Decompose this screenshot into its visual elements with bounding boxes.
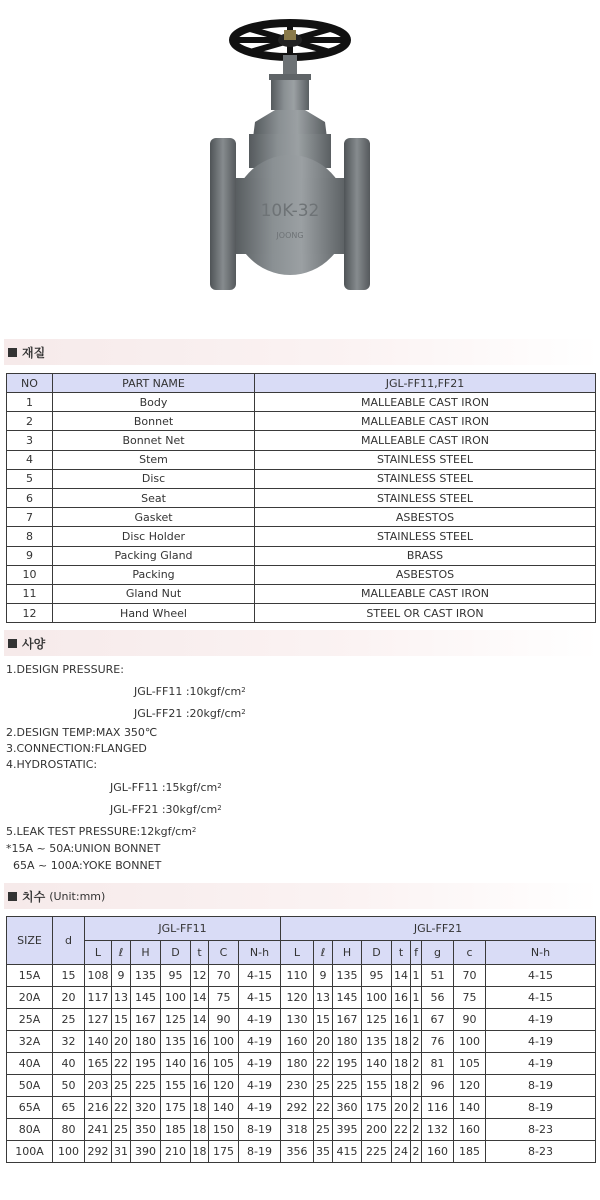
row-material: STAINLESS STEEL [255, 488, 596, 507]
table-row [7, 1031, 596, 1053]
spec-hydrostatic: 4.HYDROSTATIC: [6, 758, 98, 771]
table-cell: 120 [454, 1075, 486, 1097]
table-cell: 225 [131, 1075, 161, 1097]
col-header-size: SIZE [7, 917, 53, 965]
table-cell: 14 [191, 1009, 209, 1031]
table-cell: 32 [53, 1031, 85, 1053]
row-no: 5 [7, 469, 53, 488]
table-row [7, 488, 596, 507]
table-cell: 50A [7, 1075, 53, 1097]
table-cell: 100 [454, 1031, 486, 1053]
table-cell: 4-15 [239, 987, 281, 1009]
table-cell: 96 [422, 1075, 454, 1097]
table-cell: 292 [85, 1141, 112, 1163]
table-cell: 70 [209, 965, 239, 987]
table-cell: 390 [131, 1141, 161, 1163]
table-row [7, 412, 596, 431]
table-cell: 16 [392, 1009, 411, 1031]
spec-hs-ff21: JGL-FF21 $:30kgf/cm^2$ [110, 803, 222, 816]
table-cell: 51 [422, 965, 454, 987]
dimensions-section-header [4, 883, 600, 909]
table-cell: 130 [281, 1009, 314, 1031]
table-cell: 125 [362, 1009, 392, 1031]
table-cell: 4-19 [486, 1009, 596, 1031]
table-row [7, 527, 596, 546]
table-cell: 70 [454, 965, 486, 987]
row-part-name: Disc Holder [53, 527, 255, 546]
table-cell: 25 [112, 1119, 131, 1141]
table-cell: 140 [362, 1053, 392, 1075]
table-cell: 18 [191, 1097, 209, 1119]
table-cell: 4-19 [239, 1075, 281, 1097]
table-cell: 25 [314, 1119, 333, 1141]
table-cell: 4-19 [486, 1031, 596, 1053]
row-part-name: Bonnet [53, 412, 255, 431]
table-cell: 160 [422, 1141, 454, 1163]
table-cell: 356 [281, 1141, 314, 1163]
row-material: STAINLESS STEEL [255, 469, 596, 488]
table-cell: 116 [422, 1097, 454, 1119]
table-cell: 4-19 [239, 1053, 281, 1075]
table-row [7, 1119, 596, 1141]
table-cell: 90 [209, 1009, 239, 1031]
table-cell: 155 [362, 1075, 392, 1097]
table-cell: 292 [281, 1097, 314, 1119]
table-cell: 8-19 [486, 1097, 596, 1119]
table-cell: 140 [454, 1097, 486, 1119]
table-row [7, 1075, 596, 1097]
table-cell: 225 [362, 1141, 392, 1163]
table-cell: 40 [53, 1053, 85, 1075]
table-cell: 320 [131, 1097, 161, 1119]
table-cell: 24 [392, 1141, 411, 1163]
spec-dp-ff21: JGL-FF21 $:20kgf/cm^2$ [134, 707, 246, 720]
table-cell: 18 [392, 1075, 411, 1097]
table-cell: 105 [454, 1053, 486, 1075]
table-cell: 2 [411, 1053, 422, 1075]
col-header-ff11-sub: t [191, 941, 209, 965]
row-part-name: Body [53, 393, 255, 412]
table-cell: 95 [161, 965, 191, 987]
specification-section-header [4, 630, 600, 656]
table-cell: 210 [161, 1141, 191, 1163]
table-cell: 175 [209, 1141, 239, 1163]
col-header-ff21-sub: c [454, 941, 486, 965]
table-cell: 14 [392, 965, 411, 987]
table-row [7, 450, 596, 469]
table-cell: 100 [362, 987, 392, 1009]
table-cell: 140 [161, 1053, 191, 1075]
table-cell: 35 [314, 1141, 333, 1163]
table-cell: 195 [333, 1053, 362, 1075]
group-header-ff21: JGL-FF21 [281, 917, 596, 941]
table-row [7, 546, 596, 565]
table-cell: 167 [131, 1009, 161, 1031]
table-cell: 100 [161, 987, 191, 1009]
col-header-ff21-sub: D [362, 941, 392, 965]
table-cell: 14 [191, 987, 209, 1009]
table-cell: 4-19 [239, 1097, 281, 1119]
table-cell: 350 [131, 1119, 161, 1141]
table-cell: 8-23 [486, 1141, 596, 1163]
table-cell: 117 [85, 987, 112, 1009]
col-header-ff11-sub: ℓ [112, 941, 131, 965]
spec-connection: 3.CONNECTION:FLANGED [6, 742, 147, 755]
table-row [7, 987, 596, 1009]
col-header-part-name: PART NAME [53, 374, 255, 393]
bullet-square-icon [8, 348, 17, 357]
table-cell: 155 [161, 1075, 191, 1097]
table-cell: 1 [411, 965, 422, 987]
table-cell: 4-19 [486, 1053, 596, 1075]
table-cell: 25 [112, 1075, 131, 1097]
table-cell: 140 [209, 1097, 239, 1119]
valve-product-image [205, 10, 395, 300]
table-cell: 18 [392, 1031, 411, 1053]
table-cell: 185 [161, 1119, 191, 1141]
table-cell: 4-15 [486, 987, 596, 1009]
table-cell: 4-19 [239, 1031, 281, 1053]
table-cell: 13 [112, 987, 131, 1009]
materials-table [6, 373, 596, 623]
row-material: ASBESTOS [255, 565, 596, 584]
table-cell: 195 [131, 1053, 161, 1075]
table-cell: 15A [7, 965, 53, 987]
table-cell: 16 [191, 1075, 209, 1097]
table-cell: 105 [209, 1053, 239, 1075]
row-material: MALLEABLE CAST IRON [255, 584, 596, 603]
row-part-name: Packing Gland [53, 546, 255, 565]
row-part-name: Bonnet Net [53, 431, 255, 450]
table-cell: 15 [314, 1009, 333, 1031]
row-part-name: Seat [53, 488, 255, 507]
col-header-ff11-sub: H [131, 941, 161, 965]
row-material: MALLEABLE CAST IRON [255, 431, 596, 450]
table-cell: 67 [422, 1009, 454, 1031]
table-cell: 22 [314, 1053, 333, 1075]
table-cell: 22 [392, 1119, 411, 1141]
specification-title: 사양 [22, 636, 46, 651]
table-cell: 135 [131, 965, 161, 987]
table-cell: 216 [85, 1097, 112, 1119]
table-cell: 8-19 [239, 1141, 281, 1163]
table-row [7, 604, 596, 623]
spec-design-temp: 2.DESIGN TEMP:MAX 350℃ [6, 726, 158, 739]
spec-note-union-bonnet: *15A ~ 50A:UNION BONNET [6, 842, 161, 855]
row-material: ASBESTOS [255, 508, 596, 527]
table-cell: 15 [53, 965, 85, 987]
table-cell: 120 [281, 987, 314, 1009]
table-cell: 2 [411, 1097, 422, 1119]
table-cell: 20A [7, 987, 53, 1009]
table-row [7, 469, 596, 488]
row-no: 6 [7, 488, 53, 507]
table-cell: 2 [411, 1141, 422, 1163]
row-no: 8 [7, 527, 53, 546]
table-cell: 318 [281, 1119, 314, 1141]
spec-dp-ff11: JGL-FF11 $:10kgf/cm^2$ [134, 685, 246, 698]
table-cell: 75 [454, 987, 486, 1009]
table-cell: 75 [209, 987, 239, 1009]
table-cell: 175 [161, 1097, 191, 1119]
table-cell: 8-19 [239, 1119, 281, 1141]
table-cell: 160 [454, 1119, 486, 1141]
row-part-name: Gasket [53, 508, 255, 527]
table-cell: 13 [314, 987, 333, 1009]
table-cell: 100 [53, 1141, 85, 1163]
table-cell: 108 [85, 965, 112, 987]
table-row [7, 1141, 596, 1163]
table-cell: 180 [281, 1053, 314, 1075]
table-cell: 167 [333, 1009, 362, 1031]
table-cell: 140 [85, 1031, 112, 1053]
table-cell: 31 [112, 1141, 131, 1163]
table-cell: 135 [161, 1031, 191, 1053]
col-header-ff21-sub: t [392, 941, 411, 965]
row-no: 9 [7, 546, 53, 565]
table-cell: 25 [314, 1075, 333, 1097]
table-cell: 225 [333, 1075, 362, 1097]
table-cell: 127 [85, 1009, 112, 1031]
table-cell: 180 [131, 1031, 161, 1053]
row-no: 2 [7, 412, 53, 431]
row-part-name: Packing [53, 565, 255, 584]
table-cell: 16 [392, 987, 411, 1009]
table-cell: 4-15 [486, 965, 596, 987]
row-no: 1 [7, 393, 53, 412]
table-cell: 125 [161, 1009, 191, 1031]
table-cell: 241 [85, 1119, 112, 1141]
row-no: 4 [7, 450, 53, 469]
dimensions-unit: (Unit:mm) [49, 889, 106, 903]
col-header-material: JGL-FF11,FF21 [255, 374, 596, 393]
table-cell: 22 [112, 1053, 131, 1075]
table-row [7, 584, 596, 603]
table-cell: 2 [411, 1075, 422, 1097]
table-cell: 100 [209, 1031, 239, 1053]
table-cell: 50 [53, 1075, 85, 1097]
table-cell: 160 [281, 1031, 314, 1053]
row-no: 10 [7, 565, 53, 584]
table-cell: 185 [454, 1141, 486, 1163]
table-cell: 65 [53, 1097, 85, 1119]
spec-design-pressure: 1.DESIGN PRESSURE: [6, 663, 124, 676]
table-cell: 18 [191, 1119, 209, 1141]
table-cell: 9 [314, 965, 333, 987]
table-cell: 1 [411, 1009, 422, 1031]
col-header-ff11-sub: N-h [239, 941, 281, 965]
table-row [7, 431, 596, 450]
svg-text:10K-32: 10K-32 [260, 201, 320, 221]
table-cell: 120 [209, 1075, 239, 1097]
table-cell: 80A [7, 1119, 53, 1141]
col-header-ff21-sub: f [411, 941, 422, 965]
hand-wheel-icon [233, 23, 347, 57]
table-cell: 4-15 [239, 965, 281, 987]
table-cell: 132 [422, 1119, 454, 1141]
table-cell: 40A [7, 1053, 53, 1075]
table-cell: 20 [53, 987, 85, 1009]
table-cell: 1 [411, 987, 422, 1009]
table-cell: 22 [112, 1097, 131, 1119]
table-cell: 12 [191, 965, 209, 987]
spec-leak-test: 5.LEAK TEST $PRESSURE:12kgf/cm^2$ [6, 825, 197, 838]
group-header-ff11: JGL-FF11 [85, 917, 281, 941]
col-header-d: d [53, 917, 85, 965]
table-cell: 15 [112, 1009, 131, 1031]
table-cell: 20 [392, 1097, 411, 1119]
table-cell: 165 [85, 1053, 112, 1075]
table-cell: 18 [392, 1053, 411, 1075]
row-part-name: Hand Wheel [53, 604, 255, 623]
table-cell: 95 [362, 965, 392, 987]
row-no: 12 [7, 604, 53, 623]
table-cell: 150 [209, 1119, 239, 1141]
col-header-ff21-sub: H [333, 941, 362, 965]
table-row [7, 508, 596, 527]
table-cell: 360 [333, 1097, 362, 1119]
table-row [7, 393, 596, 412]
row-part-name: Disc [53, 469, 255, 488]
spec-hs-ff11: JGL-FF11 $:15kgf/cm^2$ [110, 781, 222, 794]
table-cell: 56 [422, 987, 454, 1009]
table-cell: 180 [333, 1031, 362, 1053]
row-material: BRASS [255, 546, 596, 565]
col-header-ff21-sub: L [281, 941, 314, 965]
row-material: MALLEABLE CAST IRON [255, 412, 596, 431]
table-cell: 81 [422, 1053, 454, 1075]
row-no: 7 [7, 508, 53, 527]
table-cell: 8-19 [486, 1075, 596, 1097]
table-cell: 16 [191, 1031, 209, 1053]
col-header-ff21-sub: ℓ [314, 941, 333, 965]
table-cell: 135 [333, 965, 362, 987]
row-no: 11 [7, 584, 53, 603]
table-cell: 76 [422, 1031, 454, 1053]
table-cell: 145 [131, 987, 161, 1009]
col-header-ff11-sub: L [85, 941, 112, 965]
table-cell: 4-19 [239, 1009, 281, 1031]
row-no: 3 [7, 431, 53, 450]
col-header-no: NO [7, 374, 53, 393]
svg-text:JOONG: JOONG [276, 231, 304, 240]
table-cell: 20 [314, 1031, 333, 1053]
table-cell: 65A [7, 1097, 53, 1119]
row-part-name: Gland Nut [53, 584, 255, 603]
spec-note-yoke-bonnet: 65A ~ 100A:YOKE BONNET [13, 859, 162, 872]
table-row [7, 1053, 596, 1075]
table-cell: 25 [53, 1009, 85, 1031]
table-cell: 203 [85, 1075, 112, 1097]
table-row [7, 965, 596, 987]
table-cell: 230 [281, 1075, 314, 1097]
dimensions-table [6, 916, 596, 1163]
col-header-ff11-sub: D [161, 941, 191, 965]
bullet-square-icon [8, 892, 17, 901]
row-material: STAINLESS STEEL [255, 450, 596, 469]
row-material: STAINLESS STEEL [255, 527, 596, 546]
table-cell: 90 [454, 1009, 486, 1031]
table-cell: 2 [411, 1119, 422, 1141]
table-cell: 110 [281, 965, 314, 987]
table-cell: 22 [314, 1097, 333, 1119]
table-cell: 20 [112, 1031, 131, 1053]
table-cell: 25A [7, 1009, 53, 1031]
table-cell: 395 [333, 1119, 362, 1141]
table-cell: 32A [7, 1031, 53, 1053]
table-cell: 80 [53, 1119, 85, 1141]
row-material: STEEL OR CAST IRON [255, 604, 596, 623]
table-row [7, 1009, 596, 1031]
col-header-ff21-sub: g [422, 941, 454, 965]
bullet-square-icon [8, 639, 17, 648]
table-cell: 145 [333, 987, 362, 1009]
table-cell: 200 [362, 1119, 392, 1141]
row-material: MALLEABLE CAST IRON [255, 393, 596, 412]
table-cell: 415 [333, 1141, 362, 1163]
table-row [7, 1097, 596, 1119]
table-row [7, 565, 596, 584]
materials-title: 재질 [22, 345, 46, 360]
dimensions-title: 치수 [22, 889, 46, 904]
table-cell: 2 [411, 1031, 422, 1053]
table-cell: 16 [191, 1053, 209, 1075]
col-header-ff21-sub: N-h [486, 941, 596, 965]
table-cell: 8-23 [486, 1119, 596, 1141]
table-cell: 175 [362, 1097, 392, 1119]
table-cell: 9 [112, 965, 131, 987]
table-cell: 135 [362, 1031, 392, 1053]
materials-section-header [4, 339, 600, 365]
table-cell: 100A [7, 1141, 53, 1163]
col-header-ff11-sub: C [209, 941, 239, 965]
row-part-name: Stem [53, 450, 255, 469]
table-cell: 18 [191, 1141, 209, 1163]
